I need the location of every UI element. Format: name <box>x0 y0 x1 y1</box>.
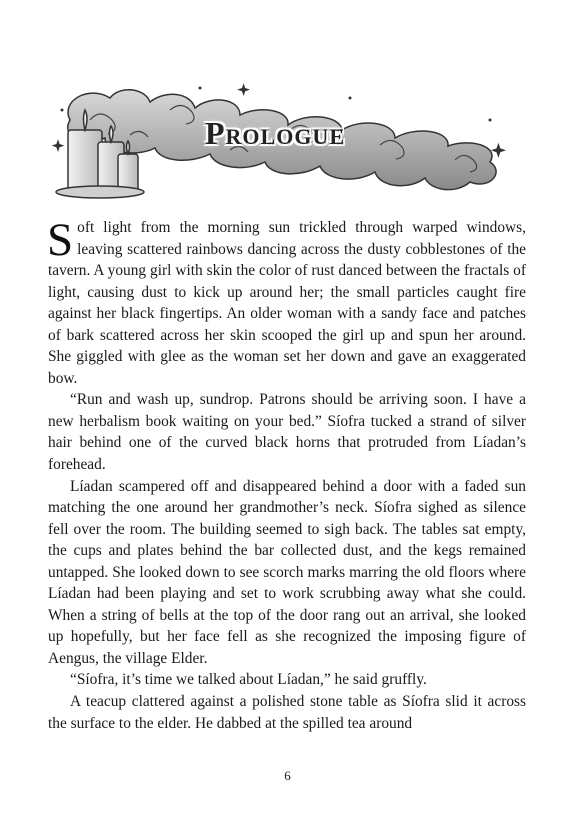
page-number: 6 <box>284 768 291 783</box>
paragraph: Soft light from the morning sun trickled through warped windows, leaving scattered rainbows dancing across the dusty cobblestones of the tavern. A young girl with skin the color of rust danced between the fractals of light, causing dust to kick up around her; the small particles caught fire against her black fingertips. An older woman with a sandy face and patches of bark scattered across her skin scooped the girl up and spun her around. She giggled with glee as the woman set her down and gave an exaggerated bow. <box>47 214 526 387</box>
paragraph: A teacup clattered against a polished stone table as Síofra slid it across the surface to the elder. He dabbed at the spilled tea around <box>48 693 526 732</box>
paragraph: “Run and wash up, sundrop. Patrons should be arriving soon. I have a new herbalism book waiting on your bed.” Síofra tucked a strand of silver hair behind one of the curved black horns that protruded from Líadan’s forehead. <box>48 391 526 474</box>
drop-cap: S <box>47 214 74 266</box>
paragraph: “Síofra, it’s time we talked about Líadan,” he said gruffly. <box>70 671 427 689</box>
paragraph: Líadan scampered off and disappeared behind a door with a faded sun matching the one around her grandmother’s neck. Síofra sighed as silence fell over the room. The building seemed to sigh back. The tables sat empty, the cups and plates behind the bar collected dust, and the kegs remained untapped. She looked down to see scorch marks marring the old floors where Líadan had been playing and set to work scrubbing away what she could. When a string of bells at the top of the door rang out an arrival, she looked up hopefully, but her face fell as she recognized the imposing figure of Aengus, the village Elder. <box>48 477 526 667</box>
body-text <box>47 214 526 734</box>
chapter-title: Prologue <box>204 115 345 151</box>
